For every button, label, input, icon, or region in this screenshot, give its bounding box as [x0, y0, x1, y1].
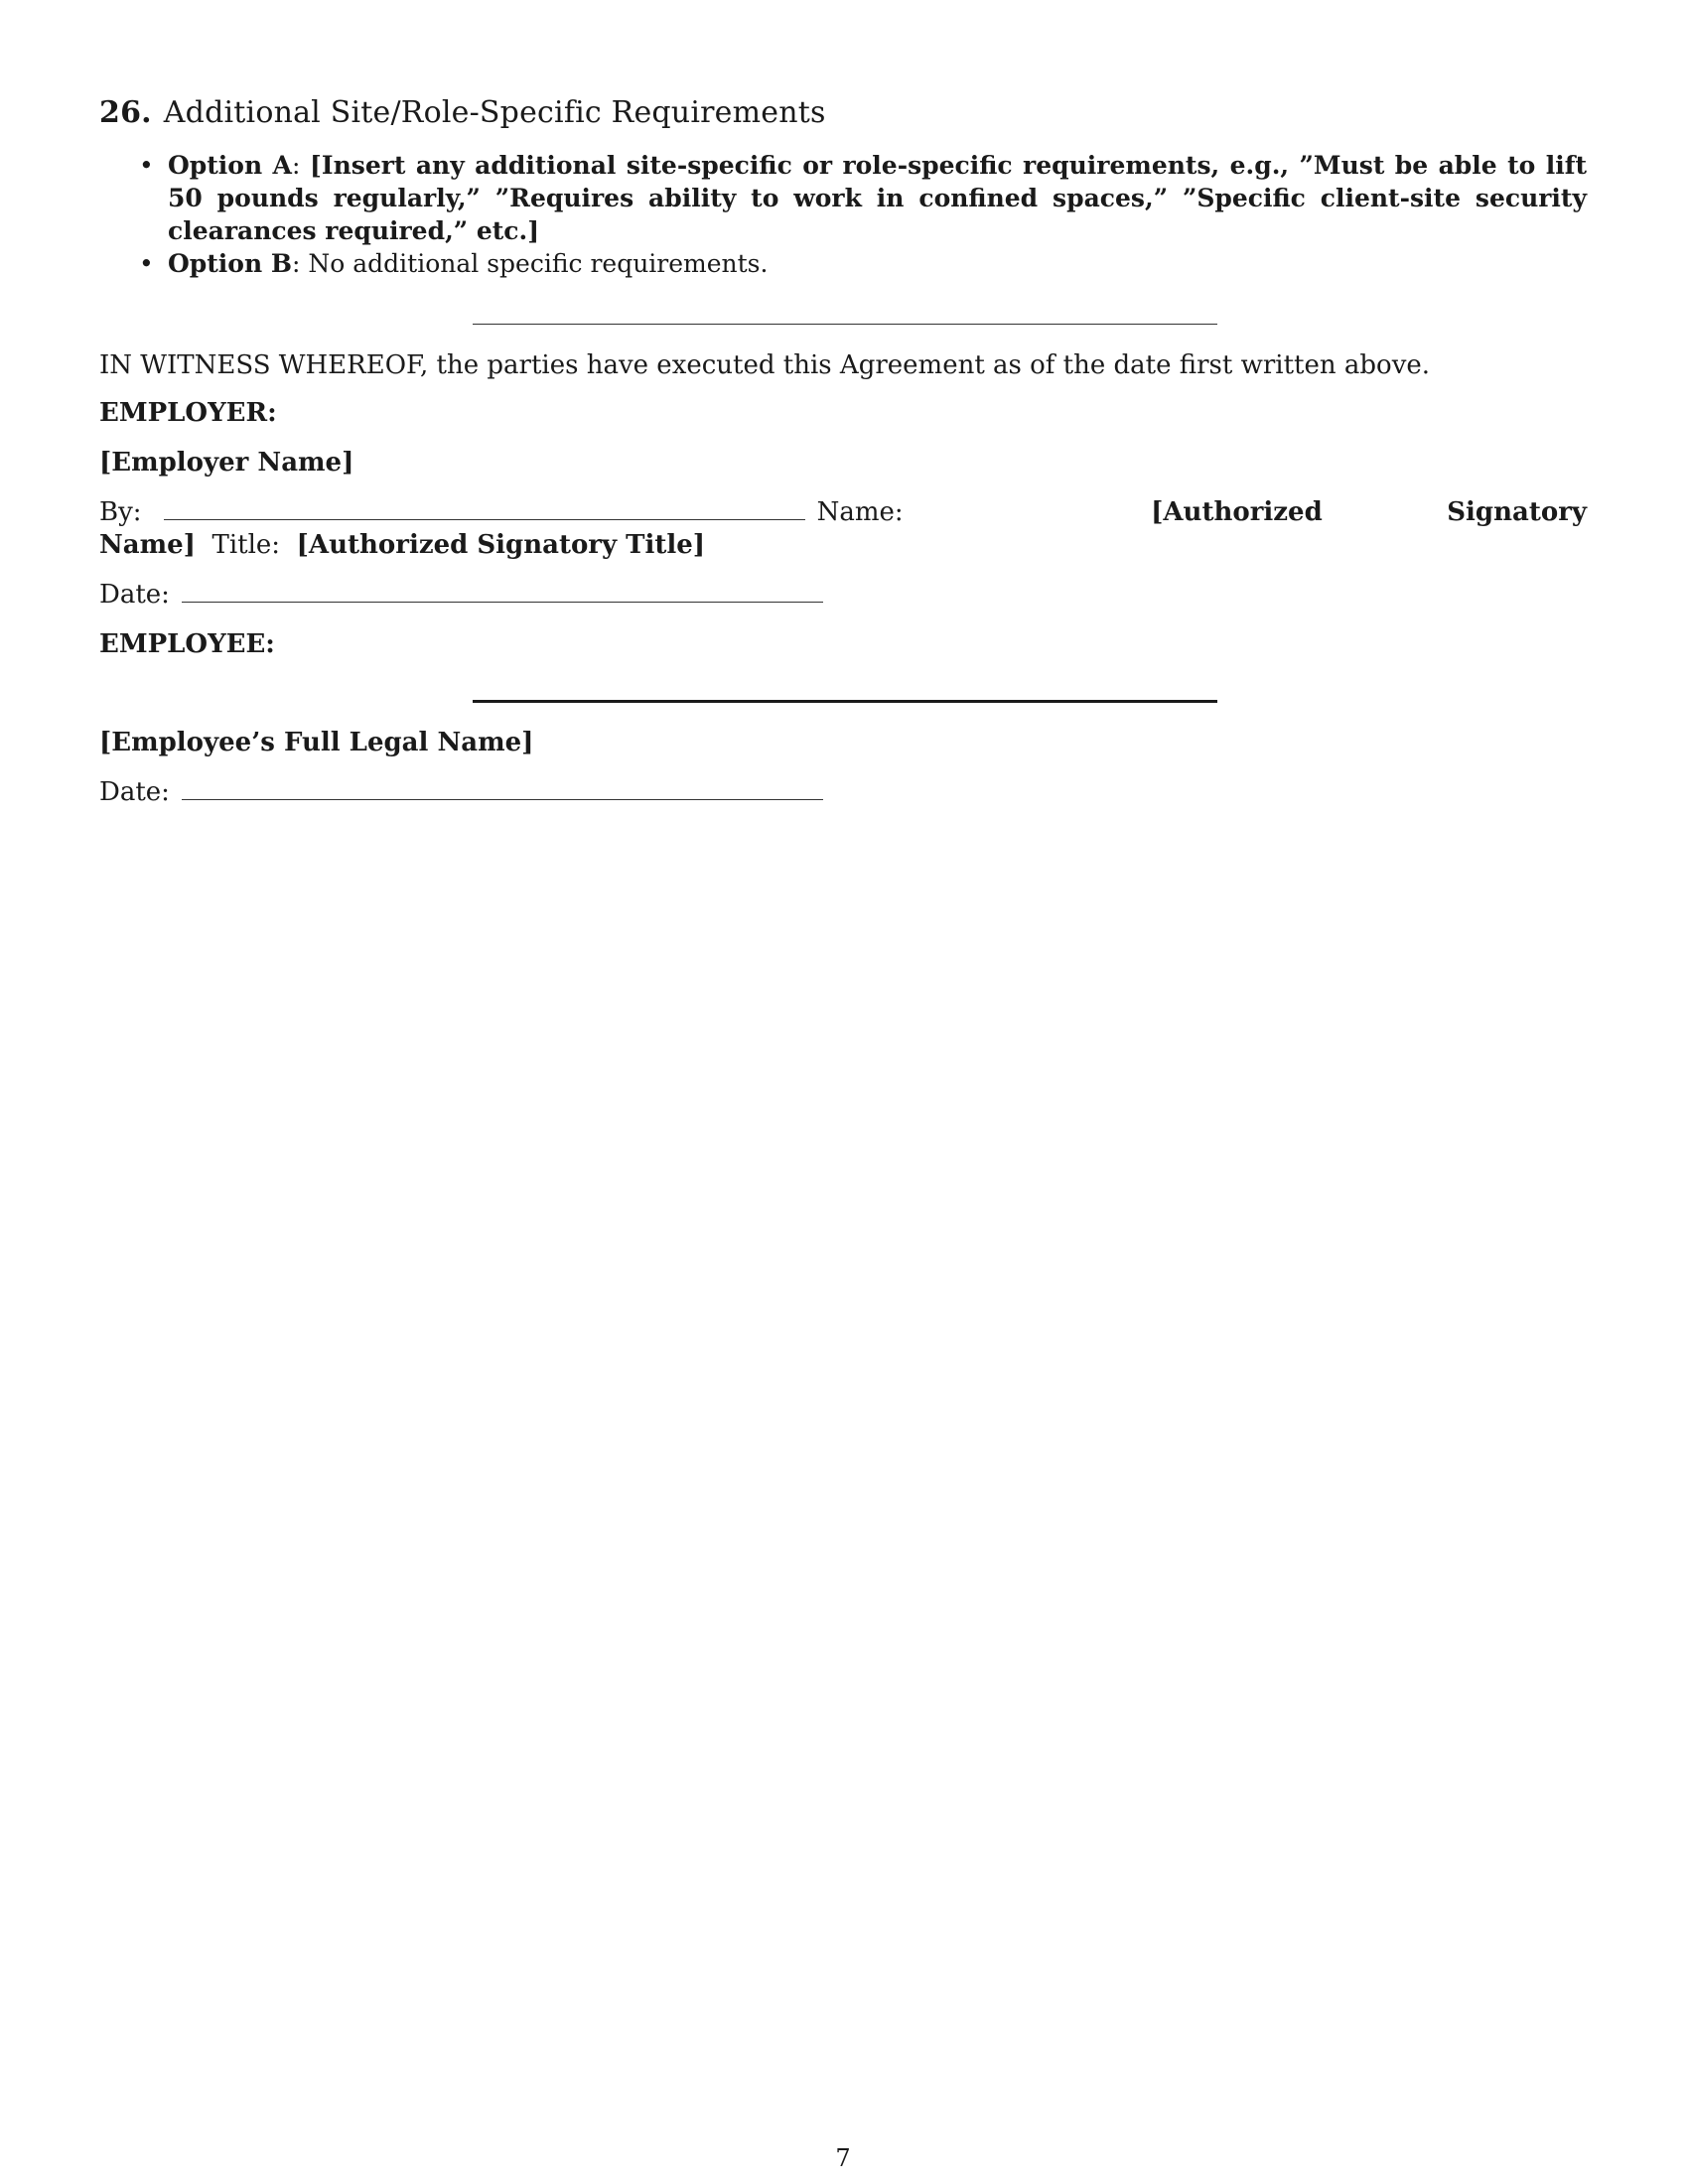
options-list: [99, 149, 1587, 280]
employee-heading: EMPLOYEE:: [99, 629, 275, 659]
employer-date-label: Date:: [99, 580, 170, 610]
signatory-title: [Authorized Signatory Title]: [296, 530, 706, 560]
option-a-separator: :: [291, 151, 311, 180]
employer-date-blank[interactable]: [182, 601, 823, 603]
signatory-name: [Authorized Signatory Name]: [99, 497, 1587, 560]
section-title: Additional Site/Role-Specific Requirements: [163, 95, 826, 130]
option-b-text: No additional specific requirements.: [308, 249, 769, 278]
document-page: [99, 0, 1587, 2184]
bullet-icon: •: [139, 249, 154, 278]
employee-name-text: [Employee’s Full Legal Name]: [99, 728, 534, 757]
employer-signatory-line: [99, 496, 1587, 562]
employer-signature-line[interactable]: [164, 518, 805, 520]
option-b-label: Option B: [168, 249, 292, 278]
name-label: Name:: [816, 497, 904, 527]
employer-date-line: [99, 579, 823, 612]
by-label: By:: [99, 497, 142, 527]
option-b-item: [99, 247, 1587, 280]
employee-date-label: Date:: [99, 777, 170, 807]
employee-date-line: [99, 776, 823, 809]
employee-date-blank[interactable]: [182, 798, 823, 800]
title-label: Title:: [211, 530, 281, 560]
option-b-separator: :: [292, 249, 309, 278]
option-a-item: [99, 149, 1587, 247]
section-number: 26.: [99, 95, 152, 130]
employer-name-placeholder: [99, 447, 353, 479]
witness-clause: IN WITNESS WHEREOF, the parties have executed this Agreement as of the date first written above.: [99, 350, 1431, 380]
option-a-text: [Insert any additional site-specific or role-specific requirements, e.g., ”Must be able to lift 50 pounds regularly,” ”Requires ability to work in confined spaces,” ”Specific client-site security clearances required,” etc.]: [168, 151, 1587, 245]
section-heading: [99, 95, 826, 130]
bullet-icon: •: [139, 151, 154, 180]
employer-name-text: [Employer Name]: [99, 448, 354, 478]
section-divider: [473, 324, 1217, 325]
employer-heading: EMPLOYER:: [99, 398, 277, 428]
option-a-label: Option A: [168, 151, 292, 180]
employee-signature-line[interactable]: [473, 700, 1217, 703]
employee-name-placeholder: [99, 727, 533, 759]
page-number: 7: [835, 2144, 851, 2172]
